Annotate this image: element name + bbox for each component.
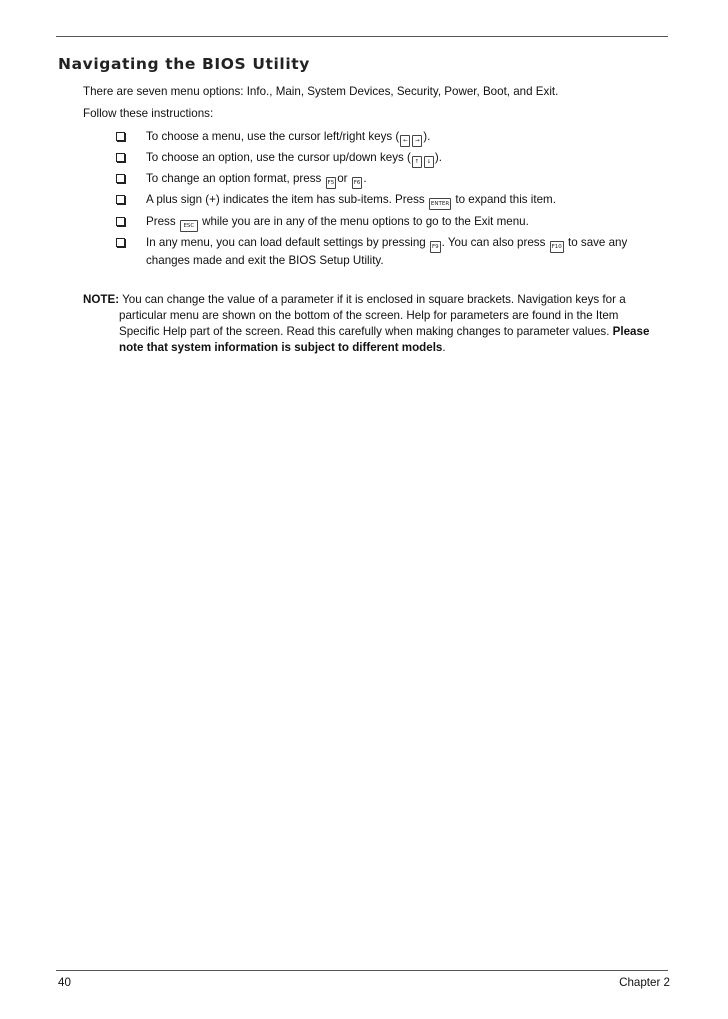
list-item-text: Press ESC while you are in any of the menu options to go to the Exit menu. [146, 214, 666, 232]
intro-text: There are seven menu options: Info., Main, System Devices, Security, Power, Boot, and Exit. [83, 85, 559, 98]
checkbox-bullet-icon [116, 132, 125, 141]
note-emphasis-start: Please [612, 325, 650, 338]
f9-key-icon: F9 [430, 241, 441, 253]
list-item-text: To choose an option, use the cursor up/down keys ( ↑ ↓ ). [146, 150, 666, 168]
note-line-2: particular menu are shown on the bottom of the screen. Help for parameters are found in the Item [119, 309, 619, 322]
esc-key-icon: ESC [180, 220, 198, 232]
header-rule [56, 36, 668, 37]
footer-rule [56, 970, 668, 971]
checkbox-bullet-icon [116, 238, 125, 247]
checkbox-bullet-icon [116, 217, 125, 226]
note-emphasis: note that system information is subject to different models [119, 341, 443, 354]
checkbox-bullet-icon [116, 195, 125, 204]
checkbox-bullet-icon [116, 153, 125, 162]
section-heading: Navigating the BIOS Utility [58, 55, 310, 73]
list-item-text: In any menu, you can load default settings by pressing F9 . You can also press F10 to save any changes made and exit the BIOS Setup Utility. [146, 236, 628, 267]
f5-key-icon: F5 [326, 177, 337, 189]
page-number: 40 [58, 976, 71, 989]
note-line-3: Specific Help part of the screen. Read this carefully when making changes to parameter values. [119, 325, 613, 338]
enter-key-icon: ENTER [429, 198, 451, 210]
list-item-text: To change an option format, press F5 or F6 . [146, 171, 666, 189]
left-arrow-key-icon: ← [400, 135, 410, 147]
checkbox-bullet-icon [116, 174, 125, 183]
up-arrow-key-icon: ↑ [412, 156, 422, 168]
list-item-text: To choose a menu, use the cursor left/right keys ( ← → ). [146, 129, 666, 147]
f10-key-icon: F10 [550, 241, 564, 253]
chapter-label: Chapter 2 [619, 976, 670, 989]
f6-key-icon: F6 [352, 177, 363, 189]
note-label: NOTE: [83, 293, 120, 306]
down-arrow-key-icon: ↓ [424, 156, 434, 168]
follow-text: Follow these instructions: [83, 107, 214, 120]
right-arrow-key-icon: → [412, 135, 422, 147]
list-item-text: A plus sign (+) indicates the item has sub-items. Press ENTER to expand this item. [146, 192, 666, 210]
note-block: NOTE: You can change the value of a parameter if it is enclosed in square brackets. Navigation keys for a particular menu are shown on the bottom of the screen. Help for parameters are found in the Item Specific Help part of the screen. Read this carefully when making changes to parameter values. Please note that system information is subject to different models. [83, 293, 650, 354]
note-line-1: You can change the value of a parameter if it is enclosed in square brackets. Navigation keys for a [119, 293, 626, 306]
